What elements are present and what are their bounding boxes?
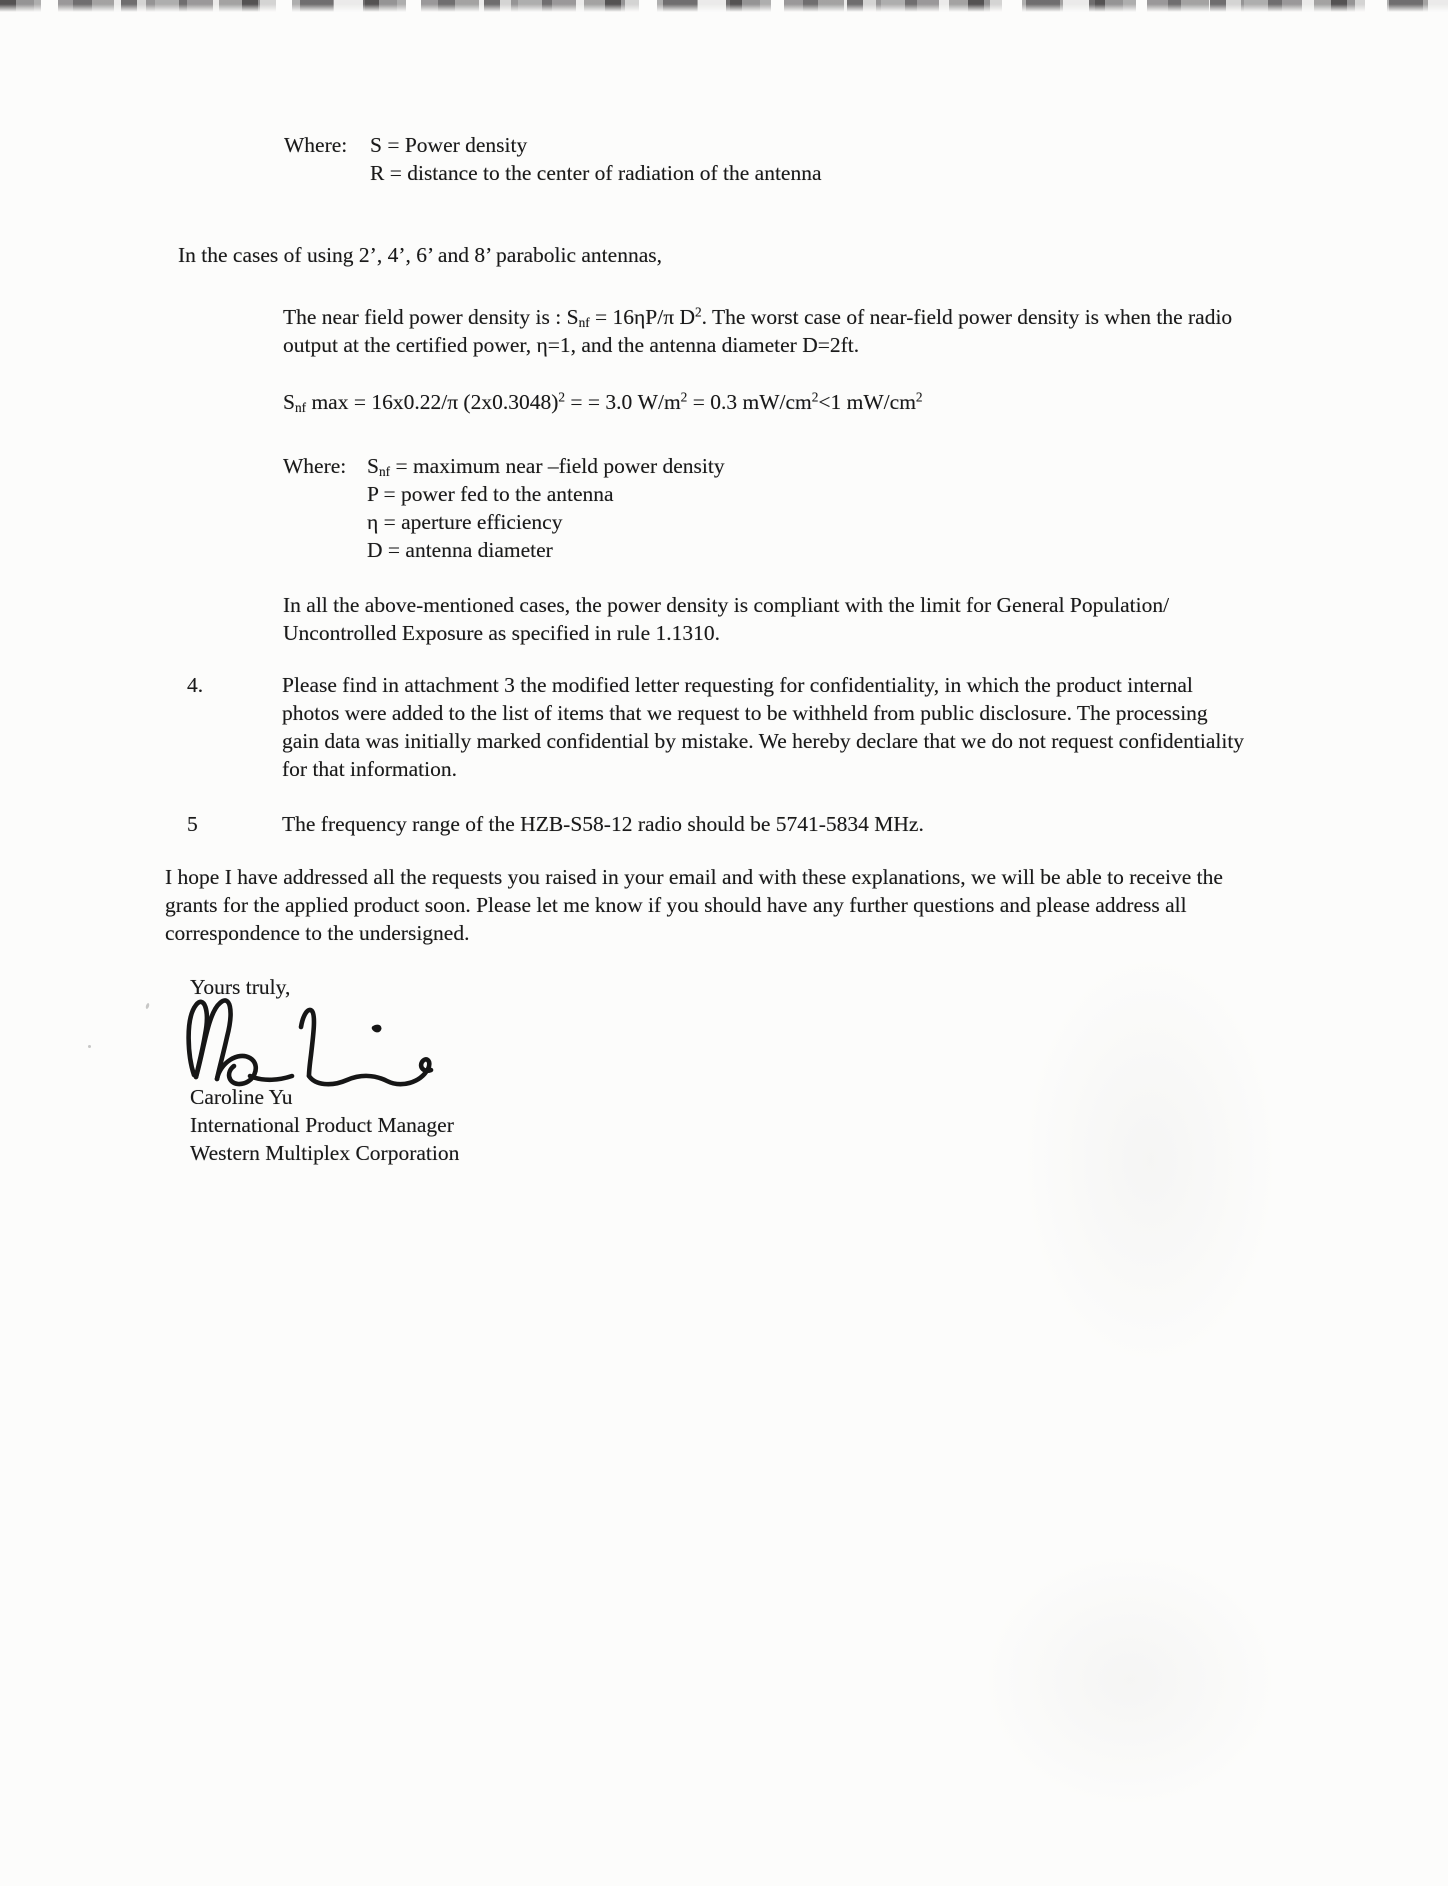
where-label: Where: [284,133,348,157]
signer-block [190,1083,459,1167]
formula-seg1: S [283,390,295,414]
nearfield-paragraph [283,303,1235,359]
definition-power-density: S = Power density [370,133,528,157]
scan-smudge [980,1550,1280,1810]
item-text: Please find in attachment 3 the modified letter requesting for confidentiality, in which the product internal photos were added to the list of items that we request to be withheld from public disclosure. The processing gain data was initially marked confidential by mistake. We hereby declare that we do not request confidentiality for that information. [282,673,1245,781]
def-snf-sub: nf [378,463,391,479]
definition-distance: R = distance to the center of radiation of the antenna [370,161,822,185]
item-number: 4. [187,673,204,697]
definition-p: P = power fed to the antenna [367,482,614,506]
scan-artifact-top-edge [0,0,1448,12]
scan-speck [145,1003,150,1010]
formula-sup-4: 2 [915,389,923,405]
signer-title: International Product Manager [190,1113,454,1137]
closing-paragraph: I hope I have addressed all the requests you raised in your email and with these explanations, we will be able to receive the grants for the applied product soon. Please let me know if you should have any further questions and please address all correspondence to the undersigned. [165,865,1223,945]
nearfield-seg3: . The worst case of near-field power density is when the radio output at the certified power, η=1, and the antenna diameter D=2ft. [283,305,1233,357]
where-label: Where: [283,454,347,478]
formula-sup-3: 2 [811,389,819,405]
formula-seg5: <1 mW/cm [818,390,916,414]
list-item-4 [187,671,1247,783]
nearfield-sub-nf: nf [578,314,590,330]
nearfield-seg2: = 16ηP/π D [589,305,695,329]
scan-smudge [1020,950,1280,1370]
snf-max-formula [283,388,923,416]
formula-seg3: = = 3.0 W/m [565,390,681,414]
where-definitions [370,131,822,187]
definition-d: D = antenna diameter [367,538,553,562]
where-block-2 [283,452,725,564]
formula-sup-1: 2 [558,389,566,405]
formula-seg2: max = 16x0.22/π (2x0.3048) [306,390,559,414]
compliance-paragraph: In all the above-mentioned cases, the power density is compliant with the limit for General Population/ Uncontrolled Exposure as specified in rule 1.1310. [283,593,1170,645]
def-snf-seg2: = maximum near –field power density [390,454,725,478]
item-number: 5 [187,812,198,836]
formula-sub-nf: nf [294,399,307,415]
nearfield-seg1: The near field power density is : S [283,305,579,329]
formula-sup-2: 2 [680,389,688,405]
signer-name: Caroline Yu [190,1085,293,1109]
nearfield-sup-2: 2 [694,304,702,320]
definition-eta: η = aperture efficiency [367,510,563,534]
definition-snf [367,452,725,480]
def-snf-seg1: S [367,454,379,478]
scan-speck [88,1045,91,1048]
formula-seg4: = 0.3 mW/cm [687,390,812,414]
item-text: The frequency range of the HZB-S58-12 radio should be 5741-5834 MHz. [282,812,924,836]
valediction: Yours truly, [190,975,291,999]
intro-line: In the cases of using 2’, 4’, 6’ and 8’ parabolic antennas, [178,243,662,267]
handwritten-signature [180,995,442,1089]
signer-company: Western Multiplex Corporation [190,1141,460,1165]
where-definitions [367,452,725,564]
where-block-1 [284,131,822,187]
list-item-5 [187,810,1247,838]
